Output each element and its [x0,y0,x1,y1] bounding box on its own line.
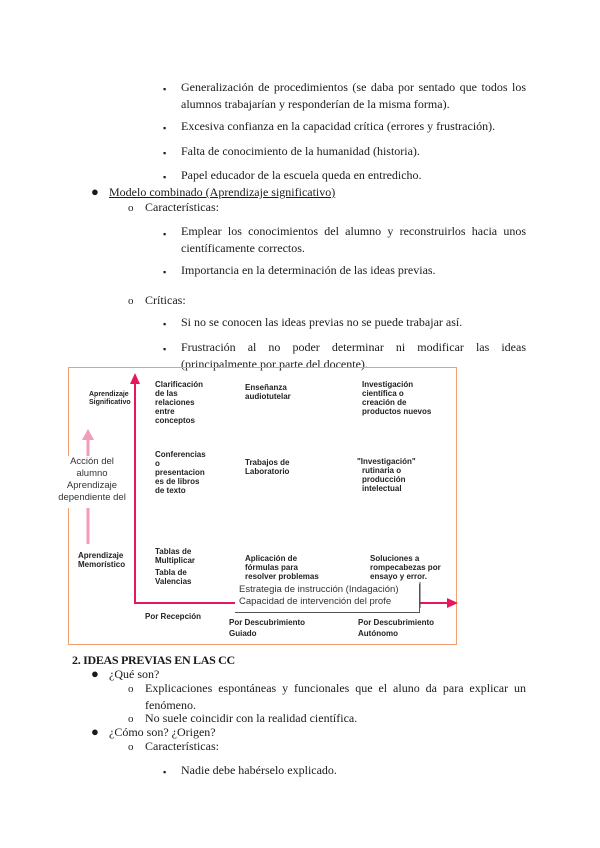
bullet-item: Falta de conocimiento de la humanidad (historia). [181,144,420,158]
circle-bullet-icon: o [128,683,134,695]
cell-investigacion-rutinaria: "Investigación" rutinaria o producción intelectual [357,457,416,493]
cell-clarificacion: Clarificación de las relaciones entre conceptos [155,380,204,425]
circle-bullet-icon: o [128,713,134,725]
caracteristicas-label: Características: [145,739,219,753]
cell-investigacion: Investigación científica o creación de productos nuevos [362,380,432,416]
x-axis-arrowhead [447,598,458,608]
circle-bullet-icon: o [128,202,134,214]
accion-label: Acción del alumno Aprendizaje dependiente del [52,456,132,508]
estrategia-label: Estrategia de instrucción (Indagación) Capacidad de intervención del profe [235,584,420,613]
bullet-item: Importancia en la determinación de las ideas previas. [181,263,436,277]
bullet-icon: ▪ [163,344,167,354]
caracteristicas-label: Características: [145,200,219,214]
bullet-icon: ▪ [163,319,167,329]
bullet-icon: ▪ [163,172,167,182]
bullet-icon: ▪ [163,84,167,94]
question-que-son: ¿Qué son? [109,667,160,681]
accion-arrowhead [82,429,94,440]
cell-ensenanza: Enseñanza audiotutelar [245,383,291,401]
modelo-title: Modelo combinado (Aprendizaje significativo) [109,185,336,199]
learning-diagram [58,367,457,645]
bullet-dot-icon: ● [91,666,99,681]
cell-tablas: Tablas de Multiplicar Tabla de Valencias [155,547,196,586]
y-bottom-label: Aprendizaje Memorístico [78,551,126,569]
x-label-guiado: Por Descubrimiento Guiado [229,618,306,638]
cell-conferencias: Conferencias o presentacion es de libros de texto [155,450,206,495]
y-axis-arrowhead [130,373,140,384]
bullet-icon: ▪ [163,767,167,777]
list-item: No suele coincidir con la realidad científica. [145,711,358,725]
circle-bullet-icon: o [128,295,134,307]
bullet-item: Si no se conocen las ideas previas no se puede trabajar así. [181,315,463,329]
bullet-item: Frustración al no poder determinar ni modificar las ideas (principalmente por parte del docente). [181,340,526,371]
bullet-item: Emplear los conocimientos del alumno y reconstruirlos hacia unos científicamente correctos. [181,224,526,255]
bullet-item: Nadie debe habérselo explicado. [181,763,337,777]
bullet-item: Papel educador de la escuela queda en entredicho. [181,168,422,182]
question-como-son: ¿Cómo son? ¿Origen? [109,725,216,739]
circle-bullet-icon: o [128,741,134,753]
bullet-icon: ▪ [163,123,167,133]
x-label-autonomo: Por Descubrimiento Autónomo [358,618,435,638]
section-heading: 2. IDEAS PREVIAS EN LAS CC [72,653,235,667]
cell-soluciones: Soluciones a rompecabezas por ensayo y error. [370,554,441,581]
cell-aplicacion: Aplicación de fórmulas para resolver problemas [245,554,319,581]
y-top-label: Aprendizaje Significativo [89,391,131,406]
bullet-icon: ▪ [163,148,167,158]
list-item: Explicaciones espontáneas y funcionales que el aluno da para explicar un fenómeno. [145,681,526,712]
bullet-dot-icon: ● [91,724,99,739]
criticas-label: Críticas: [145,293,186,307]
bullet-item: Generalización de procedimientos (se daba por sentado que todos los alumnos trabajarían y responderían de la misma forma). [181,80,526,111]
bullet-dot-icon: ● [91,184,99,199]
bullet-icon: ▪ [163,229,167,239]
bullet-icon: ▪ [163,267,167,277]
cell-trabajos: Trabajos de Laboratorio [245,458,290,476]
x-label-recepcion: Por Recepción [145,612,202,621]
bullet-item: Excesiva confianza en la capacidad crítica (errores y frustración). [181,119,496,133]
